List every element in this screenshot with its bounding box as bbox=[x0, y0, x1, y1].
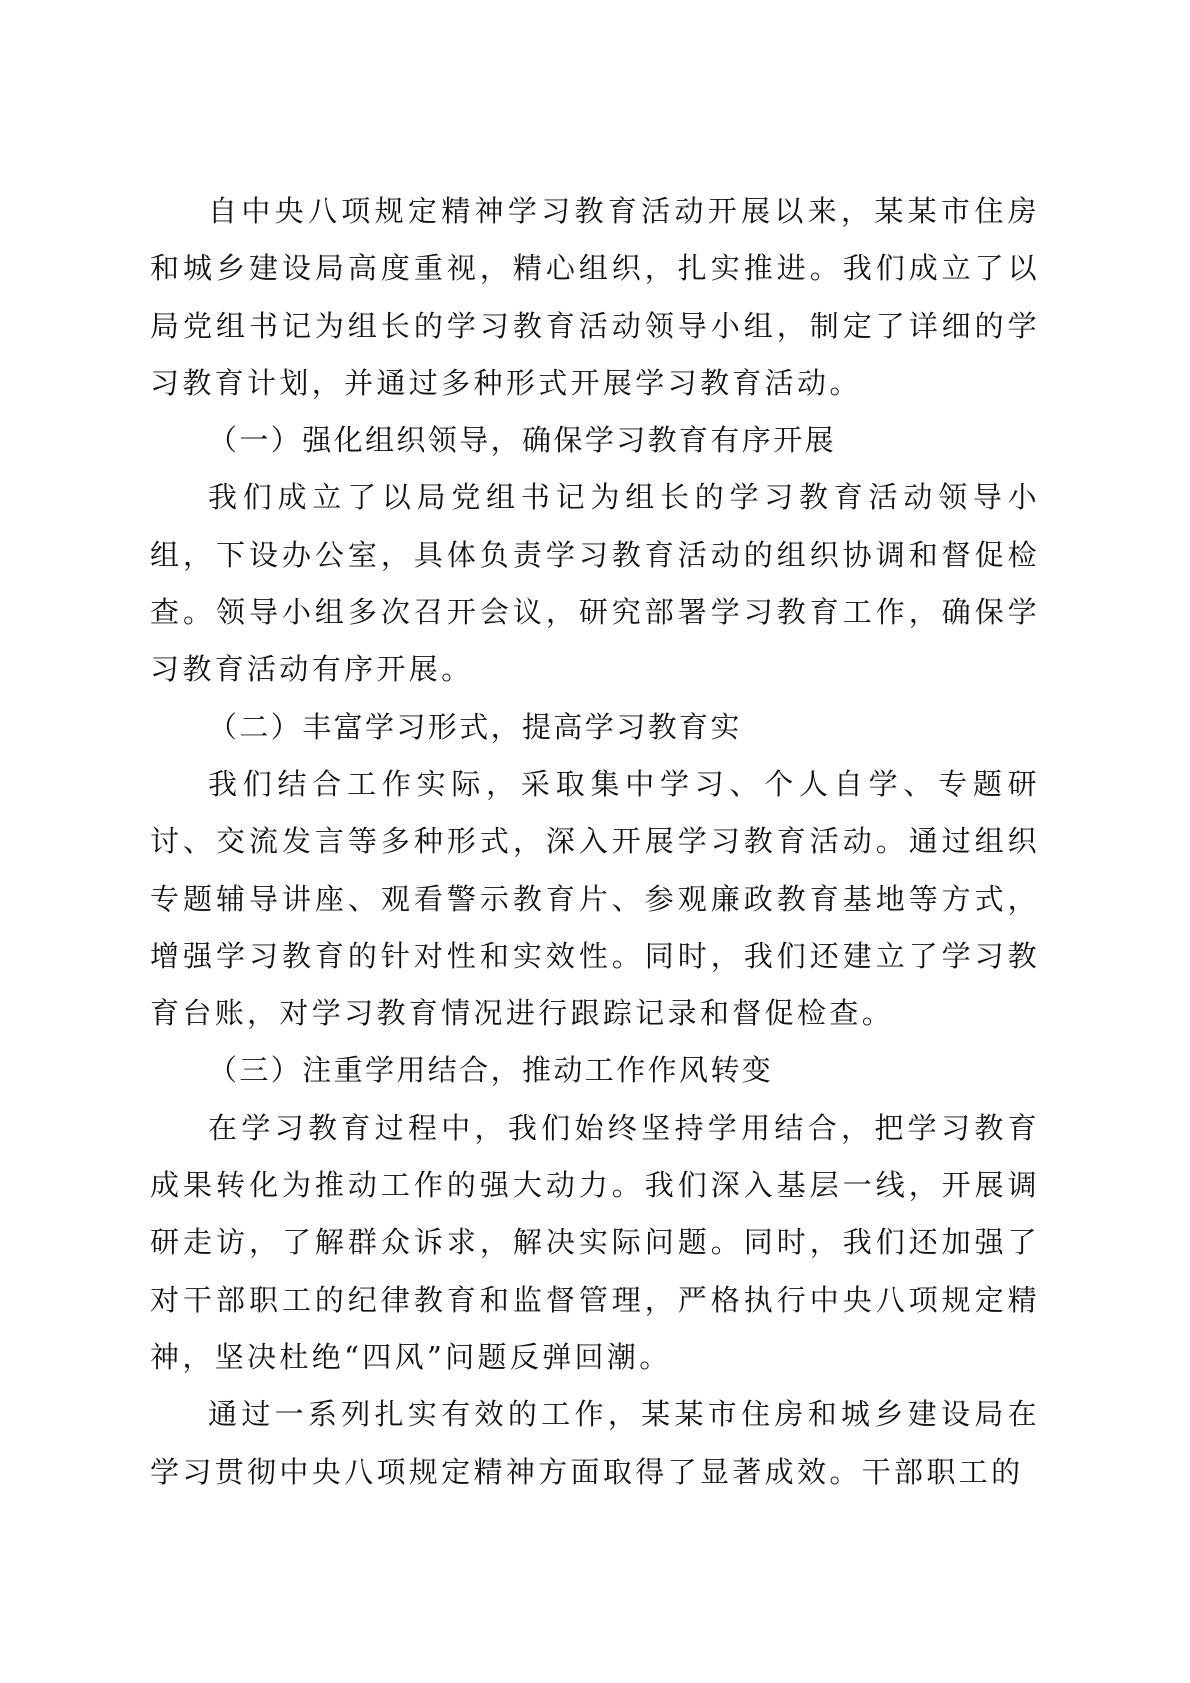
summary-paragraph: 通过一系列扎实有效的工作，某某市住房和城乡建设局在学习贯彻中央八项规定精神方面取得了显著成效。干部职工的 bbox=[150, 1397, 1040, 1489]
section-heading-3: （三）注重学用结合，推动工作作风转变 bbox=[208, 1053, 774, 1088]
section-3-paragraph: 在学习教育过程中，我们始终坚持学用结合，把学习教育成果转化为推动工作的强大动力。我们深入基层一线，开展调研走访，了解群众诉求，解决实际问题。同时，我们还加强了对干部职工的纪律教育和监督管理，严格执行中央八项规定精神，坚决杜绝“四风”问题反弹回潮。 bbox=[150, 1110, 1040, 1374]
intro-paragraph: 自中央八项规定精神学习教育活动开展以来，某某市住房和城乡建设局高度重视，精心组织，扎实推进。我们成立了以局党组书记为组长的学习教育活动领导小组，制定了详细的学习教育计划，并通过多种形式开展学习教育活动。 bbox=[150, 194, 1040, 400]
document-body bbox=[150, 183, 1040, 1501]
section-1-paragraph: 我们成立了以局党组书记为组长的学习教育活动领导小组，下设办公室，具体负责学习教育活动的组织协调和督促检查。领导小组多次召开会议，研究部署学习教育工作，确保学习教育活动有序开展。 bbox=[150, 480, 1040, 687]
section-2-paragraph: 我们结合工作实际，采取集中学习、个人自学、专题研讨、交流发言等多种形式，深入开展学习教育活动。通过组织专题辅导讲座、观看警示教育片、参观廉政教育基地等方式，增强学习教育的针对性和实效性。同时，我们还建立了学习教育台账，对学习教育情况进行跟踪记录和督促检查。 bbox=[150, 766, 1040, 1031]
section-heading-1: （一）强化组织领导，确保学习教育有序开展 bbox=[208, 423, 837, 458]
section-heading-2: （二）丰富学习形式，提高学习教育实 bbox=[208, 709, 742, 744]
